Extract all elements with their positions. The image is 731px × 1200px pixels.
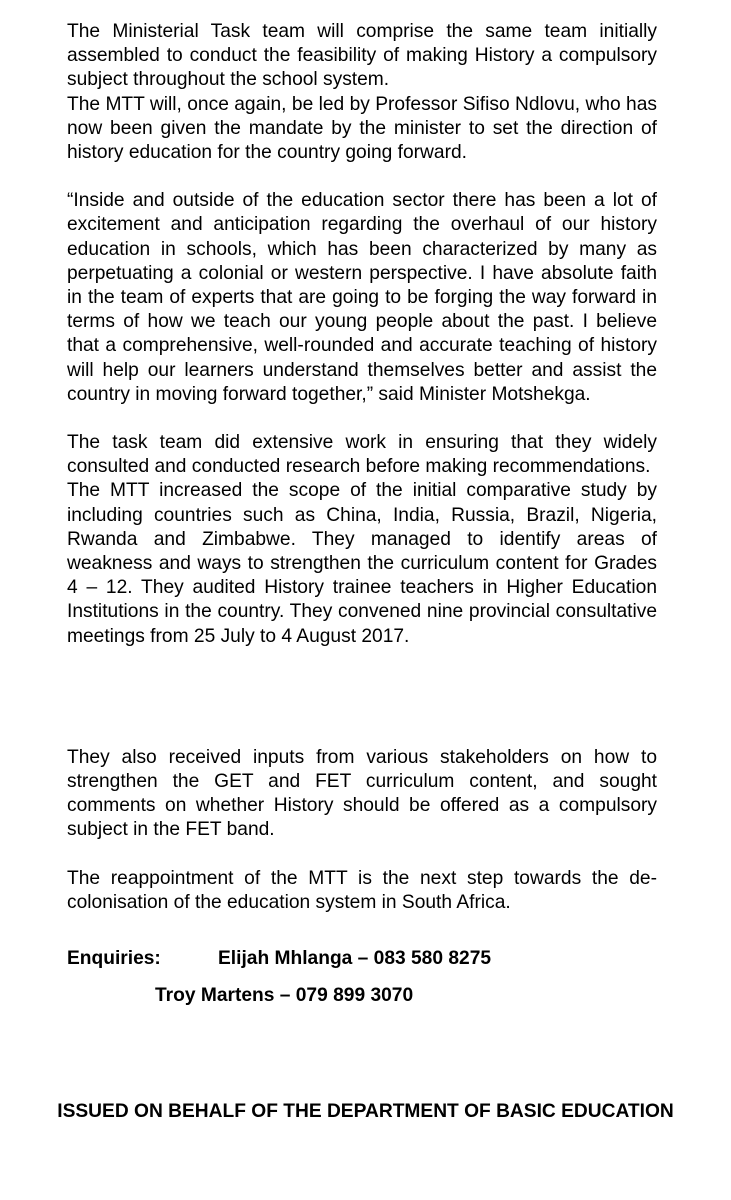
paragraph-comparative-study: The MTT increased the scope of the initial comparative study by including countries such as China, India, Russia, Brazil, Nigeria, Rwanda and Zimbabwe. They managed to identify areas of weakness and ways to strengthen the curriculum content for Grades 4 – 12. They audited History trainee teachers in Higher Education Institutions in the country. They convened nine provincial consultative meetings from 25 July to 4 August 2017.: [67, 480, 657, 647]
enquiries-contact-row-2: [67, 984, 657, 1008]
paragraph-stakeholder-inputs: They also received inputs from various stakeholders on how to strengthen the GET and FET curriculum content, and sought comments on whether History should be offered as a compulsory subject in the FET band.: [67, 746, 657, 841]
paragraph-reappointment: The reappointment of the MTT is the next step towards the de-colonisation of the education system in South Africa.: [67, 867, 657, 913]
paragraph-mtt-composition: The Ministerial Task team will comprise the same team initially assembled to conduct the feasibility of making History a compulsory subject throughout the school system.: [67, 21, 657, 91]
paragraph-mtt-leadership: The MTT will, once again, be led by Professor Sifiso Ndlovu, who has now been given the mandate by the minister to set the direction of history education for the country going forward.: [67, 93, 657, 164]
enquiries-contact-2: Troy Martens – 079 899 3070: [155, 985, 414, 1007]
enquiries-section: [67, 947, 657, 971]
document-body: [67, 20, 657, 1008]
enquiries-contact-1: Elijah Mhlanga – 083 580 8275: [218, 948, 492, 970]
paragraph-task-team-work: The task team did extensive work in ensuring that they widely consulted and conducted research before making recommendations.: [67, 432, 657, 478]
issued-on-behalf-footer: ISSUED ON BEHALF OF THE DEPARTMENT OF BASIC EDUCATION: [57, 1101, 674, 1122]
enquiries-label: Enquiries:: [67, 948, 161, 970]
paragraph-minister-quote: “Inside and outside of the education sector there has been a lot of excitement and anticipation regarding the overhaul of our history education in schools, which has been characterized by many as perpetuating a colonial or western perspective. I have absolute faith in the team of experts that are going to be forging the way forward in terms of how we teach our young people about the past. I believe that a comprehensive, well-rounded and accurate teaching of history will help our learners understand themselves better and assist the country in moving forward together,” said Minister Motshekga.: [67, 190, 657, 405]
